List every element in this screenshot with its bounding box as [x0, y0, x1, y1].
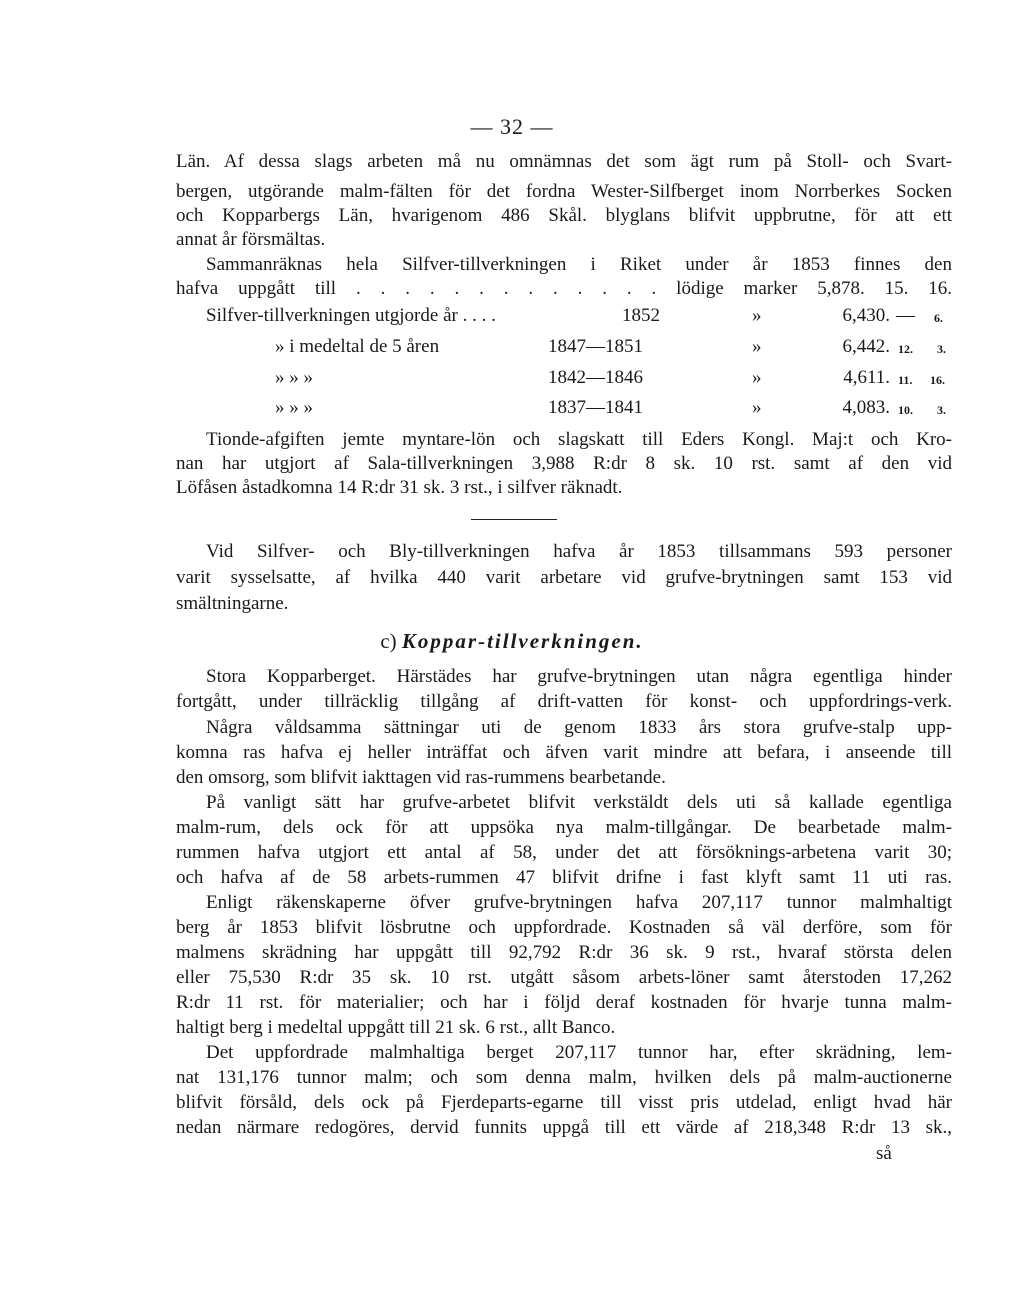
text-line: Det uppfordrade malmhaltiga berget 207,117 tunnor har, efter skrädning, lem-	[206, 1042, 952, 1063]
section-heading	[0, 629, 1024, 654]
text-line: R:dr 11 rst. för materialier; och har i följd deraf kostnaden för hvarje tunna malm-	[176, 992, 952, 1013]
section-divider	[471, 519, 557, 520]
row-ditto: »	[752, 336, 762, 357]
text-line: Enligt räkenskaperne öfver grufve-brytningen hafva 207,117 tunnor malmhaltigt	[206, 892, 952, 913]
row-years: 1852	[622, 305, 660, 326]
row-years: 1842—1846	[548, 367, 643, 388]
text-line: eller 75,530 R:dr 35 sk. 10 rst. utgått såsom arbets-löner samt återstoden 17,262	[176, 967, 952, 988]
text-line: Vid Silfver- och Bly-tillverkningen hafva år 1853 tillsammans 593 personer	[206, 541, 952, 562]
text-line: rummen hafva utgjort ett antal af 58, under det att försöknings-arbetena varit 30;	[176, 842, 952, 863]
section-title: Koppar-tillverkningen.	[401, 629, 644, 653]
row-label: Silfver-tillverkningen utgjorde år . . . .	[206, 305, 496, 326]
row-fraction-2: 3.	[937, 403, 946, 417]
text-line: nedan närmare redogöres, dervid funnits uppgå till ett värde af 218,348 R:dr 13 sk.,	[176, 1117, 952, 1138]
row-fraction-1: 12.	[898, 342, 913, 356]
row-value: 6,430.	[842, 305, 890, 326]
row-fraction-2: 3.	[937, 342, 946, 356]
row-fraction-1: 10.	[898, 403, 913, 417]
row-label: » » »	[275, 397, 313, 418]
text-line: haltigt berg i medeltal uppgått till 21 sk. 6 rst., allt Banco.	[176, 1017, 616, 1038]
row-fraction-2: 16.	[930, 373, 945, 387]
text-line: Sammanräknas hela Silfver-tillverkningen i Riket under år 1853 finnes den	[206, 254, 952, 275]
section-prefix: c)	[380, 629, 397, 653]
row-fraction-1: —	[896, 305, 915, 326]
row-fraction-1: 11.	[898, 373, 913, 387]
text-line: Stora Kopparberget. Härstädes har grufve-brytningen utan några egentliga hinder	[206, 666, 952, 687]
row-value: 6,442.	[842, 336, 890, 357]
row-years: 1847—1851	[548, 336, 643, 357]
text-line: berg år 1853 blifvit lösbrutne och uppfordrade. Kostnaden så väl derföre, som för	[176, 917, 952, 938]
text-line: och hafva af de 58 arbets-rummen 47 blifvit drifne i fast klyft samt 11 uti ras.	[176, 867, 952, 888]
text-line: Några våldsamma sättningar uti de genom 1833 års stora grufve-stalp upp-	[206, 717, 952, 738]
row-label: » » »	[275, 367, 313, 388]
row-years: 1837—1841	[548, 397, 643, 418]
row-fraction-2: 6.	[934, 311, 943, 325]
text-line: nan har utgjort af Sala-tillverkningen 3,988 R:dr 8 sk. 10 rst. samt af den vid	[176, 453, 952, 474]
text-line: fortgått, under tillräcklig tillgång af drift-vatten för konst- och uppfordrings-verk.	[176, 691, 952, 712]
text-line: blifvit försåld, dels ock på Fjerdeparts-egarne till visst pris utdelad, enligt hvad här	[176, 1092, 952, 1113]
row-value: 4,611.	[843, 367, 890, 388]
text-line: den omsorg, som blifvit iakttagen vid ras-rummens bearbetande.	[176, 767, 666, 788]
row-ditto: »	[752, 397, 762, 418]
text-line: malm-rum, dels ock för att uppsöka nya malm-tillgångar. De bearbetade malm-	[176, 817, 952, 838]
text-line: Län. Af dessa slags arbeten må nu omnämnas det som ägt rum på Stoll- och Svart-	[176, 151, 952, 172]
catchword: så	[876, 1143, 892, 1164]
row-ditto: »	[752, 367, 762, 388]
text-line: komna ras hafva ej heller inträffat och äfven varit mindre att befara, i anseende till	[176, 742, 952, 763]
page-number: — 32 —	[470, 114, 554, 139]
text-line: Tionde-afgiften jemte myntare-lön och slagskatt till Eders Kongl. Maj:t och Kro-	[206, 429, 952, 450]
text-line: och Kopparbergs Län, hvarigenom 486 Skål. blyglans blifvit uppbrutne, för att ett	[176, 205, 952, 226]
text-line: bergen, utgörande malm-fälten för det fordna Wester-Silfberget inom Norrberkes Socken	[176, 181, 952, 202]
text-line: Löfåsen åstadkomna 14 R:dr 31 sk. 3 rst., i silfver räknadt.	[176, 477, 623, 498]
text-line: varit sysselsatte, af hvilka 440 varit arbetare vid grufve-brytningen samt 153 vid	[176, 567, 952, 588]
row-label: » i medeltal de 5 åren	[275, 336, 440, 357]
text-line: hafva uppgått till . . . . . . . . . . . . . lödige marker 5,878. 15. 16.	[176, 278, 952, 299]
text-line: nat 131,176 tunnor malm; och som denna malm, hvilken dels på malm-auctionerne	[176, 1067, 952, 1088]
text-line: annat år försmältas.	[176, 229, 326, 250]
text-line: malmens skrädning har uppgått till 92,792 R:dr 36 sk. 9 rst., hvaraf största delen	[176, 942, 952, 963]
text-line: smältningarne.	[176, 593, 289, 614]
row-value: 4,083.	[842, 397, 890, 418]
row-ditto: »	[752, 305, 762, 326]
text-line: På vanligt sätt har grufve-arbetet blifvit verkstäldt dels uti så kallade egentliga	[206, 792, 952, 813]
